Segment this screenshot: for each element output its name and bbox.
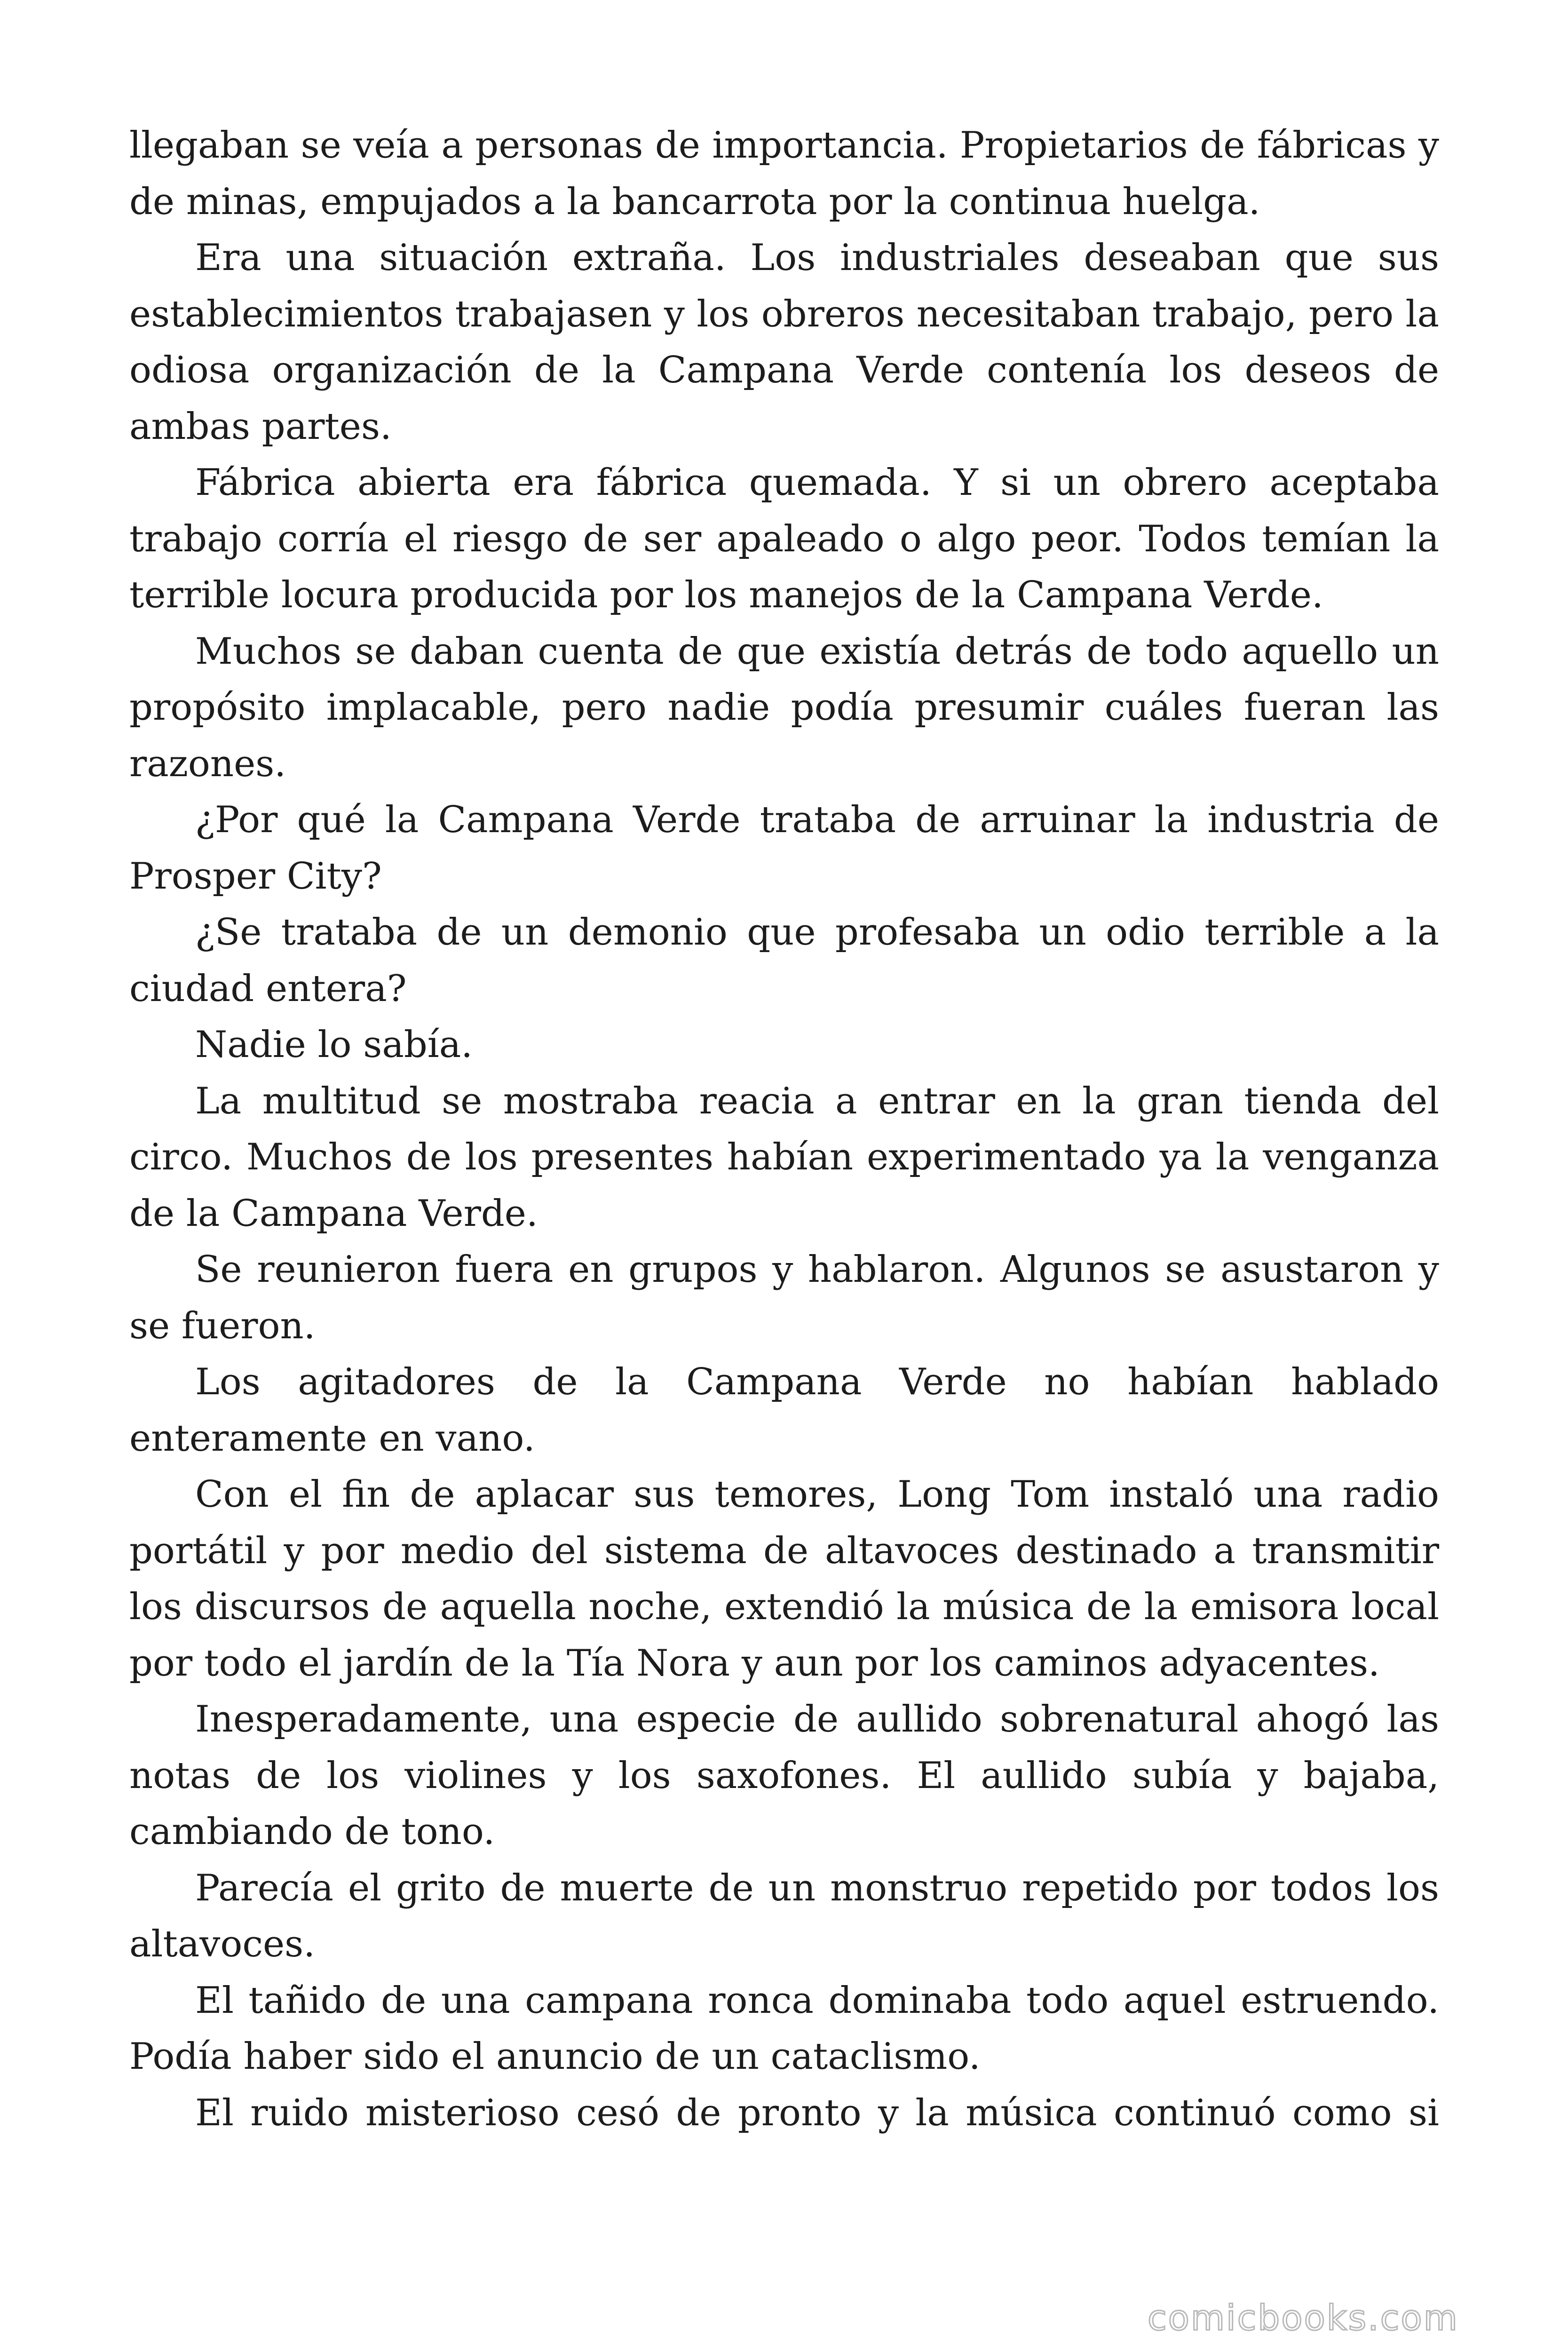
paragraph: Con el fin de aplacar sus temores, Long Tom instaló una radio portátil y por medio del sistema de altavoces destinado a transmitir los discursos de aquella noche, extendió la música de la emisora local por todo el jardín de la Tía Nora y aun por los caminos adyacentes. [129,1473,1439,1685]
paragraph: Nadie lo sabía. [195,1024,473,1066]
book-page-text [129,118,1439,2141]
paragraph: Fábrica abierta era fábrica quemada. Y si un obrero aceptaba trabajo corría el riesgo de ser apaleado o algo peor. Todos temían la terrible locura producida por los manejos de la Campana Verde. [129,461,1439,616]
paragraph: Inesperadamente, una especie de aullido sobrenatural ahogó las notas de los violines y los saxofones. El aullido subía y bajaba, cambiando de tono. [129,1698,1439,1853]
paragraph: Parecía el grito de muerte de un monstruo repetido por todos los altavoces. [129,1867,1439,1965]
paragraph: llegaban se veía a personas de importancia. Propietarios de fábricas y de minas, empujados a la bancarrota por la continua huelga. [129,124,1439,223]
paragraph: El ruido misterioso cesó de pronto y la música continuó como si [195,2091,1439,2134]
paragraph: ¿Se trataba de un demonio que profesaba un odio terrible a la ciudad entera? [129,911,1439,1010]
watermark: comicbooks.com [1148,2298,1459,2338]
paragraph: Era una situación extraña. Los industriales deseaban que sus establecimientos trabajasen y los obreros necesitaban trabajo, pero la odiosa organización de la Campana Verde contenía los deseos de ambas partes. [129,237,1439,448]
paragraph: El tañido de una campana ronca dominaba todo aquel estruendo. Podía haber sido el anuncio de un cataclismo. [129,1979,1439,2078]
paragraph: Se reunieron fuera en grupos y hablaron. Algunos se asustaron y se fueron. [129,1248,1439,1347]
paragraph: ¿Por qué la Campana Verde trataba de arruinar la industria de Prosper City? [129,799,1439,898]
paragraph: Muchos se daban cuenta de que existía detrás de todo aquello un propósito implacable, pero nadie podía presumir cuáles fueran las razones. [129,630,1439,785]
paragraph: Los agitadores de la Campana Verde no habían hablado enteramente en vano. [129,1361,1439,1460]
paragraph: La multitud se mostraba reacia a entrar en la gran tienda del circo. Muchos de los presentes habían experimentado ya la venganza de la Campana Verde. [129,1080,1439,1235]
